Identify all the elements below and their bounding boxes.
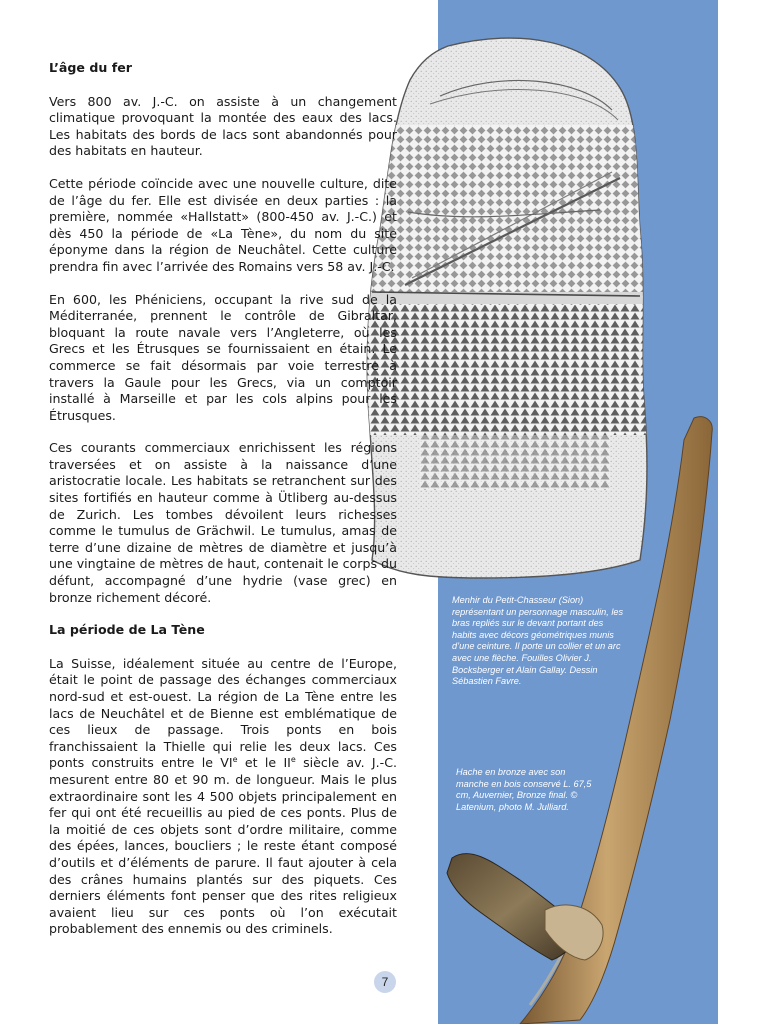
paragraph: En 600, les Phéniciens, occupant la rive sud de la Méditerranée, prennent le contrôle de Gibraltar, bloquant la route navale vers l’Angleterre, où les Grecs et les Étrusques se fournissaient en étain. Le commerce se fait désormais par voie terrestre à travers la Gaule pour les Grecs, via un comptoir installé à Marseille et par les cols alpins pour les Étrusques. — [49, 291, 397, 423]
paragraph: Ces courants commerciaux enrichissent les régions traversées et on assiste à la naissance d’une aristocratie locale. Les habitats se retranchent sur des sites fortifiés en hauteur comme à Ütliberg au-dessus de Zurich. Les tombes dévoilent leurs richesses comme le tumulus de Grächwil. Le tumulus, amas de terre d’une dizaine de mètres de diamètre et jusqu’à une vingtaine de mètres de haut, contenait le corps du défunt, accompagné d’une hydrie (vase grec) en bronze richement décoré. — [49, 440, 397, 605]
superscript: e — [232, 755, 238, 765]
paragraph: Vers 800 av. J.-C. on assiste à un changement climatique provoquant la montée des eaux des lacs. Les habitats des bords de lacs sont abandonnés pour des habitats en hauteur. — [49, 93, 397, 159]
paragraph: Cette période coïncide avec une nouvelle culture, dite de l’âge du fer. Elle est divisée en deux parties : la première, nommée «Hallstatt» (800-450 av. J.-C.) et dès 450 la période de «La Tène», du nom du site éponyme dans la région de Neuchâtel. Cette culture prendra fin avec l’arrivée des Romains vers 58 av. J.-C. — [49, 175, 397, 274]
main-text-column — [49, 60, 397, 938]
section-title-iron-age: L’âge du fer — [49, 60, 132, 75]
section-title-la-tene: La période de La Tène — [49, 622, 205, 638]
text-run: siècle av. J.-C. mesurent entre 80 et 90 m. de longueur. Mais le plus extraordinaire sont les 4 500 objets principalement en fer qui ont été recueillis au pied de ces ponts. Plus de la moitié de ces objets sont d’ordre militaire, comme des épées, lances, boucliers ; le reste étant composé d’outils et d’éléments de parure. Il faut ajouter à cela des crânes humains plantés sur des piquets. Ces derniers éléments font penser que des rites religieux avaient lieu sur ces ponts où l’on exécutait probablement des ennemis ou des criminels. — [49, 755, 397, 937]
superscript: e — [290, 755, 296, 765]
menhir-caption: Menhir du Petit-Chasseur (Sion) représentant un personnage masculin, les bras repliés sur le devant portant des habits avec décors géométriques munis d’une ceinture. Il porte un collier et un arc avec une flèche. Fouilles Olivier J. Bocksberger et Alain Gallay. Dessin Sébastien Favre. — [452, 595, 624, 687]
paragraph — [49, 656, 397, 938]
text-run: La Suisse, idéalement située au centre de l’Europe, était le point de passage des échanges commerciaux nord-sud et est-ouest. La région de La Tène entre les lacs de Neuchâtel et de Bienne est emblématique de ces lieux de passage. Trois ponts en bois franchissaient la Thielle qui relie les deux lacs. Ces ponts construits entre le VI — [49, 655, 397, 771]
axe-caption: Hache en bronze avec son manche en bois conservé L. 67,5 cm, Auvernier, Bronze final. © Latenium, photo M. Julliard. — [456, 767, 592, 812]
text-run: et le II — [237, 755, 291, 771]
menhir-drawing — [360, 38, 650, 578]
page-number: 7 — [374, 971, 396, 993]
